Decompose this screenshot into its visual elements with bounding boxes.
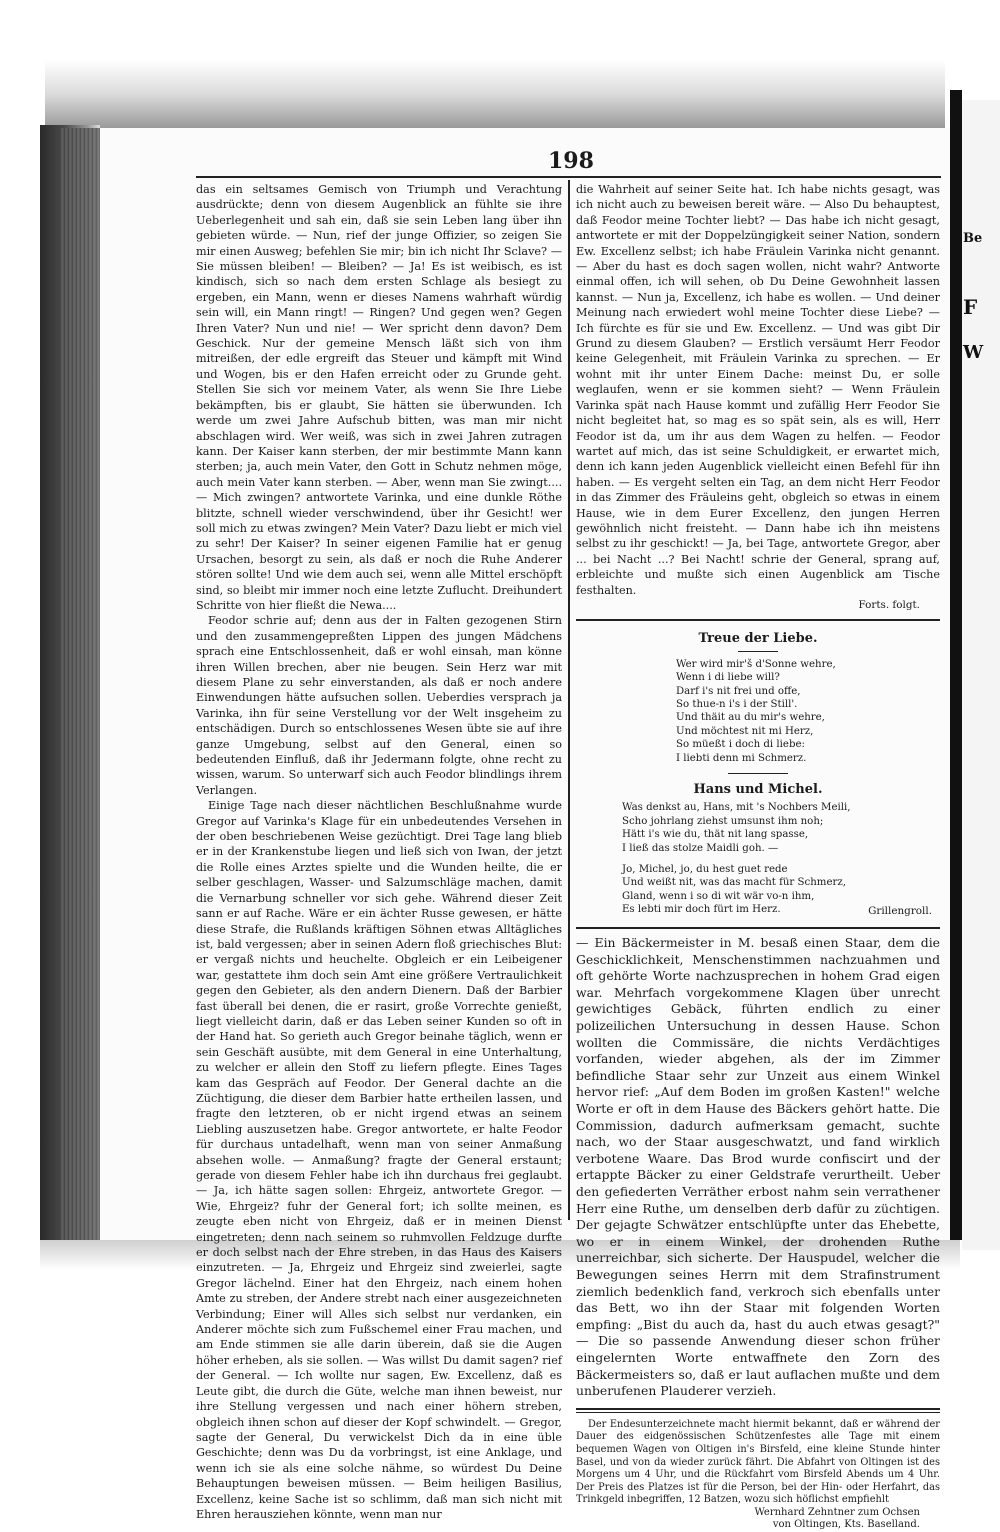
poem-signature: Grillengroll.	[868, 904, 932, 917]
right-page-gutter	[950, 90, 962, 1240]
left-column	[196, 182, 562, 1522]
poem-line: Scho johrlang ziehst umsunst ihm noh;	[622, 815, 824, 827]
poem-line: Was denkst au, Hans, mit 's Nochbers Meili,	[622, 802, 851, 814]
advertisement: Der Endesunterzeichnete macht hiermit bekannt, daß er während der Dauer des eidgenössischen Schützenfestes alle Tage mit einem bequemen Wagen von Oltigen in's Birsfeld, eine kleine Stunde hinter Basel, und von da wieder zurück fährt. Die Abfahrt von Oltingen ist des Morgens um 4 Uhr, und die Rückfahrt vom Birsfeld Abends um 4 Uhr. Der Preis des Platzes ist für die Person, bei der Hin- oder Herfahrt, das Trinkgeld inbegriffen, 12 Batzen, wozu sich höflichst empfiehlt	[576, 1418, 940, 1506]
adjacent-page-fragment: Be	[963, 231, 983, 246]
poem-line: I liebti denn mi Schmerz.	[676, 752, 807, 764]
poem-line: Hätt i's wie du, thät nit lang spasse,	[622, 829, 809, 841]
poem-line: Darf i's nit frei und offe,	[676, 685, 801, 697]
section-divider	[576, 927, 940, 929]
poem-title: Treue der Liebe.	[698, 631, 818, 647]
title-rule	[738, 651, 778, 652]
page-stack-edge	[60, 128, 105, 1248]
adjacent-page-fragment: F	[963, 295, 978, 319]
section-divider	[576, 1412, 940, 1413]
column-rule	[568, 180, 570, 1220]
continuation-note: Forts. folgt.	[858, 598, 920, 611]
poem-title: Hans und Michel.	[693, 782, 823, 798]
poem-line: Wer wird mir'š d'Sonne wehre,	[676, 658, 836, 670]
page-number: 198	[548, 148, 594, 174]
paragraph: das ein seltsames Gemisch von Triumph und Verachtung ausdrückte; denn von diesem Augenblick an fühlte sie ihre Ueberlegenheit und sah ein, daß sie sein Leben lang über ihn gebieten würde. — Nun, rief der junge Offizier, so zeigen Sie mir einen Ausweg; befehlen Sie mir; bin ich nicht Ihr Sclave? — Sie müssen bleiben! — Bleiben? — Ja! Es ist weibisch, es ist kindisch, sich so nach dem ersten Schlage als besiegt zu ergeben, ein Mann, wenn er dieses Namens wahrhaft würdig sein will, ein Mann ringt! — Ringen? Und gegen wen? Gegen Ihren Vater? Nun und nie! — Wer spricht denn davon? Dem Geschick. Nur der gemeine Mensch läßt sich von ihm mitreißen, der edle ergreift das Steuer und kämpft mit Wind und Wogen, bis er den Hafen erreicht oder zu Grunde geht. Stellen Sie sich vor meinem Vater, als wenn Sie Ihre Liebe bekämpften, bis er glaubt, Sie hätten sie überwunden. Ich werde um zwei Jahre Aufschub bitten, was man mir nicht abschlagen wird. Wer weiß, was sich in zwei Jahren zutragen kann. Der Kaiser kann sterben, der mir bestimmte Mann kann sterben; ja, auch mein Vater, den Gott in Schutz nehmen möge, auch mein Vater kann sterben. — Aber, wenn man Sie zwingt.... — Mich zwingen? antwortete Varinka, und eine dunkle Röthe blitzte, schnell wieder verschwindend, über ihr Gesicht! wer soll mich zu etwas zwingen? Mein Vater? Dazu liebt er mich viel zu sehr! Der Kaiser? In seiner eigenen Familie hat er genug Ursachen, besorgt zu sein, als daß er noch die Ruhe Anderer stören sollte! Und wie dem auch sei, wenn alle Mittel erschöpft sind, so bleibt mir immer noch eine letzte Zuflucht. Dreihundert Schritte von hier fließt die Newa....	[196, 183, 562, 612]
poem-line: So thue-n i's i der Still'.	[676, 699, 798, 710]
poem-divider	[728, 773, 788, 774]
anecdote: — Ein Bäckermeister in M. besaß einen Staar, dem die Geschicklichkeit, Menschenstimmen nachzuahmen und oft gehörte Worte nachzusprechen in hohem Grad eigen war. Mehrfach vorgekommene Klagen über unrecht gewichtiges Gebäck, führten endlich zu einer polizeilichen Untersuchung in dessen Hause. Schon wollten die Commissäre, die nichts Verdächtiges vorfanden, wieder abgehen, als der im Zimmer befindliche Staar sehr zur Unzeit aus einem Winkel hervor rief: „Auf dem Boden im großen Kasten!" welche Worte er oft in dem Hause des Bäckers gehört hatte. Die Commission, dadurch aufmerksam gemacht, suchte nach, wo der Staar ausgeschwatzt, und fand wirklich verbotene Waare. Das Brod wurde confiscirt und der ertappte Bäcker zu einer Geldstrafe verurtheilt. Ueber den gefiederten Verräther erbost nahm sein verrathener Herr eine Ruthe, um denselben derb dafür zu züchtigen. Der gejagte Schwätzer entschlüpfte unter das Ehebette, wo er in einem Winkel, der drohenden Ruthe unerreichbar, sich sicherte. Der Hauspudel, welcher die Bewegungen seines Herrn mit dem Strafinstrument ziemlich bedenklich fand, verkroch sich ebenfalls unter das Bett, wo ihn der Staar mit folgenden Worten empfing: „Bist du auch da, hast du auch etwas gesagt?" — Die so passende Anwendung dieser schon früher eingelernten Worte entwaffnete den Zorn des Bäckermeisters so, daß er laut auflachen mußte und dem unberufenen Plauderer verzieh.	[576, 935, 940, 1399]
advertisement-signature: Wernhard Zehntner zum Ochsen	[754, 1506, 920, 1518]
poem-line: Wenn i di liebe will?	[676, 672, 780, 684]
poem-line: Es lebti mir doch fürt im Herz.	[622, 904, 781, 916]
poem-line: So müeßt i doch di liebe:	[676, 739, 805, 751]
header-rule	[196, 176, 941, 178]
poem-line: Und möchtest nit mi Herz,	[676, 725, 814, 737]
poem-line: Jo, Michel, jo, du hest guet rede	[622, 864, 788, 876]
advertisement-signature: von Oltingen, Kts. Baselland.	[772, 1519, 920, 1531]
poem-stanza	[676, 658, 940, 765]
paragraph: die Wahrheit auf seiner Seite hat. Ich habe nichts gesagt, was ich nicht auch zu beweisen bereit wäre. — Also Du behauptest, daß Feodor meine Tochter liebt? — Das habe ich nicht gesagt, antwortete er mit der Doppelzüngigkeit seiner Nation, sondern Ew. Excellenz selbst; ich habe Fräulein Varinka nicht genannt. — Aber du hast es doch sagen wollen, nicht wahr? Antworte einmal offen, ich will sehen, ob Du Deine Gewohnheit lassen kannst. — Nun ja, Excellenz, ich habe es wollen. — Und deiner Meinung nach erwiedert wohl meine Tochter diese Liebe? — Ich fürchte es für sie und Ew. Excellenz. — Und was gibt Dir Grund zu diesem Glauben? — Erstlich versäumt Herr Feodor keine Gelegenheit, mit Fräulein Varinka zu sprechen. — Er wohnt mit ihr unter Einem Dache: meinst Du, er solle weglaufen, wenn er sie kommen sieht? — Wenn Fräulein Varinka spät nach Hause kommt und zufällig Herr Feodor Sie nicht begleitet hat, so mag es so spät sein, als es will, Herr Feodor ist da, um ihr aus dem Wagen zu helfen. — Feodor wartet auf mich, das ist seine Schuldigkeit, er erwartet mich, denn ich kann jeden Augenblick vielleicht einen Befehl für ihn haben. — Es vergeht selten ein Tag, an dem nicht Herr Feodor in das Zimmer des Fräuleins geht, obgleich so etwas in einem Hause, wie in dem Eurer Excellenz, den jungen Herren gewöhnlich nicht freisteht. — Dann habe ich ihn meistens selbst zu ihr geschickt! — Ja, bei Tage, antwortete Gregor, aber ... bei Nacht ...? Bei Nacht! schrie der General, sprang auf, erbleichte und mußte sich einen Augenblick am Tische festhalten.	[576, 183, 940, 597]
right-column	[576, 182, 940, 1532]
section-divider	[576, 1408, 940, 1410]
poem-line: Und weißt nit, was das macht für Schmerz,	[622, 877, 846, 889]
poem-stanza	[622, 801, 940, 855]
poem-line: Und thäit au du mir's wehre,	[676, 712, 825, 724]
book-top-shadow	[45, 60, 945, 135]
poem-line: I ließ das stolze Maidli goh. —	[622, 842, 779, 854]
adjacent-page-fragment: W	[963, 342, 984, 363]
adjacent-page	[962, 100, 1000, 1250]
paragraph: Einige Tage nach dieser nächtlichen Beschlußnahme wurde Gregor auf Varinka's Klage für ein unbedeutendes Versehen in der oben beschriebenen Weise gezüchtigt. Drei Tage lang blieb er in der Krankenstube liegen und ließ sich von Iwan, der jetzt die Rolle eines Arztes spielte und die Wunden heilte, die er selber geschlagen, Wasser- und Salzumschläge machen, damit die Vernarbung schneller vor sich gehe. Während dieser Zeit sann er auf Rache. Wäre er ein ächter Russe gewesen, er hätte diese Strafe, die Rußlands kräftigen Söhnen etwas Alltägliches ist, bald vergessen; aber in seinen Adern floß griechisches Blut: er vergaß nichts und heuchelte. Obgleich er ein Leibeigener war, gestattete ihm doch sein Amt eine größere Vertraulichkeit gegen den Gebieter, als den andern Dienern. Daß der Barbier fast überall bei denen, die er rasirt, große Vorrechte genießt, liegt vielleicht darin, daß er das Leben seiner Kunden so oft in der Hand hat. So gerieth auch Gregor beinahe täglich, wenn er sein Geschäft ausübte, mit dem General in eine Unterhaltung, zu welcher er allein den Stoff zu liefern pflegte. Eines Tages kam das Gespräch auf Feodor. Der General dachte an die Züchtigung, die dieser dem Barbier hatte ertheilen lassen, und fragte den letzteren, ob er nicht irgend etwas an seinem Liebling auszusetzen habe. Gregor antwortete, er halte Feodor für durchaus untadelhaft, wenn man von seiner Anmaßung absehen wolle. — Anmaßung? fragte der General erstaunt; gerade von diesem Fehler habe ich ihn durchaus frei geglaubt. — Ja, ich hätte sagen sollen: Ehrgeiz, antwortete Gregor. — Wie, Ehrgeiz? fuhr der General fort; ich sollte meinen, es zeugte eben nicht von Ehrgeiz, daß er in meinen Dienst eingetreten; denn nach seinem so ruhmvollen Feldzuge durfte er doch selbst nach der Ehre streben, in das Haus des Kaisers einzutreten. — Ja, Ehrgeiz und Ehrgeiz sind zweierlei, sagte Gregor lächelnd. Einer hat den Ehrgeiz, nach einem hohen Amte zu streben, der Andere strebt nach einer ausgezeichneten Verbindung; Einer will Alles sich selbst nur verdanken, ein Anderer möchte sich zum Fußschemel einer Frau machen, und am Ende stimmen sie alle darin überein, daß sie die Augen höher erheben, als sie sollen. — Was willst Du damit sagen? rief der General. — Ich wollte nur sagen, Ew. Excellenz, daß es Leute gibt, die durch die Güte, welche man ihnen beweist, nur ihre Stellung vergessen und nach einer höhern streben, obgleich ihnen schon auf dieser der Kopf schwindelt. — Gregor, sagte der General, Du verwickelst Dich da in eine üble Geschichte; denn was Du da vorbringst, ist eine Anklage, und wenn ich sie als eine solche nähme, so würdest Du Deine Behauptungen beweisen müssen. — Beim heiligen Basilius, Excellenz, keine Sache ist so schlimm, daß man sich nicht mit Ehren herausziehen könnte, wenn man nur	[196, 799, 562, 1521]
poem-line: Gland, wenn i so di wit wär vo-n ihm,	[622, 890, 815, 902]
paragraph: Feodor schrie auf; denn aus der in Falten gezogenen Stirn und den zusammengepreßten Lippen des jungen Mädchens sprach eine Entschlossenheit, daß er wohl einsah, man könne ihren Willen brechen, aber nie beugen. Sein Herz war mit diesem Plane zu sehr einverstanden, als daß er noch andere Einwendungen hätte aufsuchen sollen. Ueberdies versprach ja Varinka, ihn für seine Verstellung vor der Welt insgeheim zu entschädigen. Durch so entschlossenes Wesen übte sie auf ihre ganze Umgebung, selbst auf den General, einen so bedeutenden Einfluß, daß ihr Jedermann folgte, ohne recht zu wissen, warum. So unterwarf sich auch Feodor blindlings ihrem Verlangen.	[196, 614, 562, 797]
section-divider	[576, 619, 940, 621]
